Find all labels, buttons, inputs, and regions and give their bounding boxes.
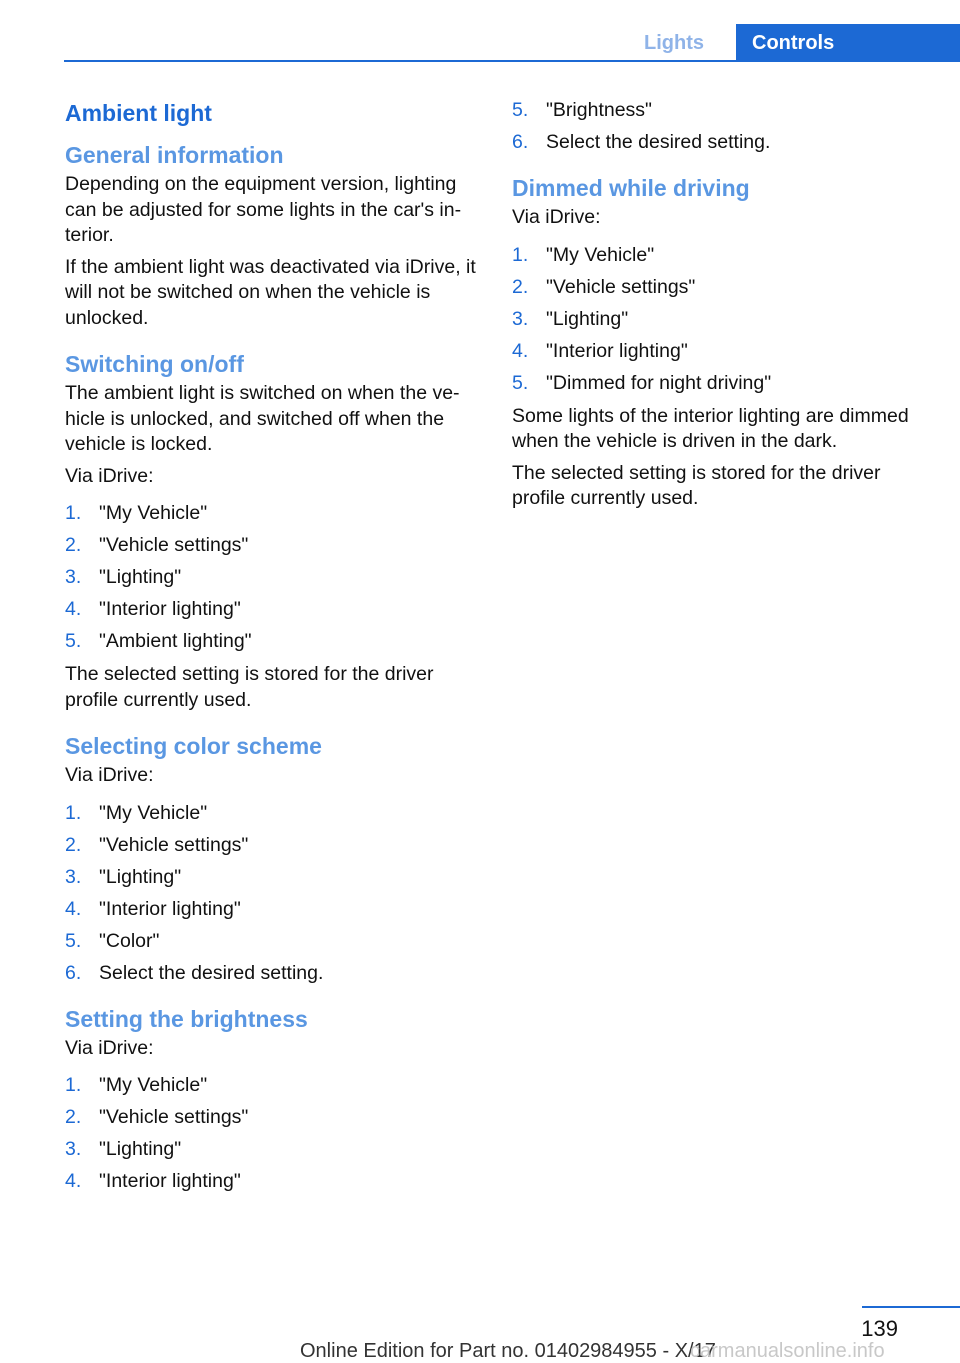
steps-list-dimmed bbox=[512, 243, 932, 396]
via-idrive-label: Via iDrive: bbox=[65, 464, 154, 487]
steps-list-switching bbox=[65, 501, 477, 654]
paragraph: The ambient light is switched on when the ve-hicle is unlocked, and switched off when the vehicle is locked. bbox=[65, 382, 460, 455]
via-idrive-label: Via iDrive: bbox=[65, 1036, 154, 1059]
list-item: 4. "Interior lighting" bbox=[65, 897, 241, 920]
header-tab-controls: Controls bbox=[736, 24, 960, 62]
heading-switching-on-off: Switching on/off bbox=[65, 351, 244, 377]
paragraph: If the ambient light was deactivated via iDrive, it will not be switched on when the vehicle is unlocked. bbox=[65, 255, 476, 329]
list-item: 1. "My Vehicle" bbox=[65, 801, 208, 824]
list-item: 5. "Brightness" bbox=[512, 99, 652, 121]
watermark: carmanualsonline.info bbox=[690, 1340, 885, 1362]
paragraph: Depending on the equipment version, lighting can be adjusted for some lights in the car's in-terior. bbox=[65, 173, 462, 246]
list-item: 5. "Ambient lighting" bbox=[65, 630, 252, 652]
list-item: 3. "Lighting" bbox=[65, 566, 182, 588]
list-item: 3. "Lighting" bbox=[512, 307, 629, 330]
page-title: Ambient light bbox=[65, 100, 212, 126]
list-item: 1. "My Vehicle" bbox=[512, 243, 655, 266]
page-number: 139 bbox=[861, 1316, 898, 1341]
list-item: 1. "My Vehicle" bbox=[65, 502, 208, 524]
via-idrive-label: Via iDrive: bbox=[65, 764, 154, 786]
list-item: 1. "My Vehicle" bbox=[65, 1074, 208, 1096]
list-item: 2. "Vehicle settings" bbox=[512, 275, 696, 298]
heading-general-information: General information bbox=[65, 142, 284, 168]
steps-list-brightness bbox=[65, 1073, 477, 1194]
heading-selecting-color-scheme: Selecting color scheme bbox=[65, 733, 322, 759]
page-header bbox=[0, 24, 960, 62]
list-item: 6. Select the desired setting. bbox=[65, 961, 324, 984]
list-item: 3. "Lighting" bbox=[65, 865, 182, 888]
list-item: 5. "Color" bbox=[65, 929, 160, 952]
list-item: 5. "Dimmed for night driving" bbox=[512, 371, 772, 394]
edition-text: Online Edition for Part no. 01402984955 - X/17 bbox=[300, 1340, 716, 1362]
list-item: 3. "Lighting" bbox=[65, 1138, 182, 1160]
list-item: 6. Select the desired setting. bbox=[512, 131, 771, 153]
list-item: 4. "Interior lighting" bbox=[512, 339, 688, 362]
heading-dimmed-while-driving: Dimmed while driving bbox=[512, 175, 750, 201]
header-tab-lights: Lights bbox=[644, 32, 704, 54]
steps-list-color bbox=[65, 801, 477, 986]
list-item: 2. "Vehicle settings" bbox=[65, 534, 249, 556]
footer-rule bbox=[862, 1306, 960, 1308]
header-rule bbox=[64, 60, 960, 62]
paragraph: Some lights of the interior lighting are dimmed when the vehicle is driven in the dark. bbox=[512, 404, 909, 452]
steps-list-brightness-continued bbox=[512, 98, 932, 155]
via-idrive-label: Via iDrive: bbox=[512, 206, 601, 228]
list-item: 4. "Interior lighting" bbox=[65, 598, 241, 620]
heading-setting-the-brightness: Setting the brightness bbox=[65, 1005, 308, 1032]
list-item: 2. "Vehicle settings" bbox=[65, 1106, 249, 1128]
paragraph: The selected setting is stored for the driver profile currently used. bbox=[512, 461, 881, 509]
list-item: 4. "Interior lighting" bbox=[65, 1170, 241, 1192]
left-column bbox=[65, 98, 477, 1202]
list-item: 2. "Vehicle settings" bbox=[65, 833, 249, 856]
right-column bbox=[512, 98, 932, 518]
paragraph: The selected setting is stored for the driver profile currently used. bbox=[65, 663, 434, 711]
